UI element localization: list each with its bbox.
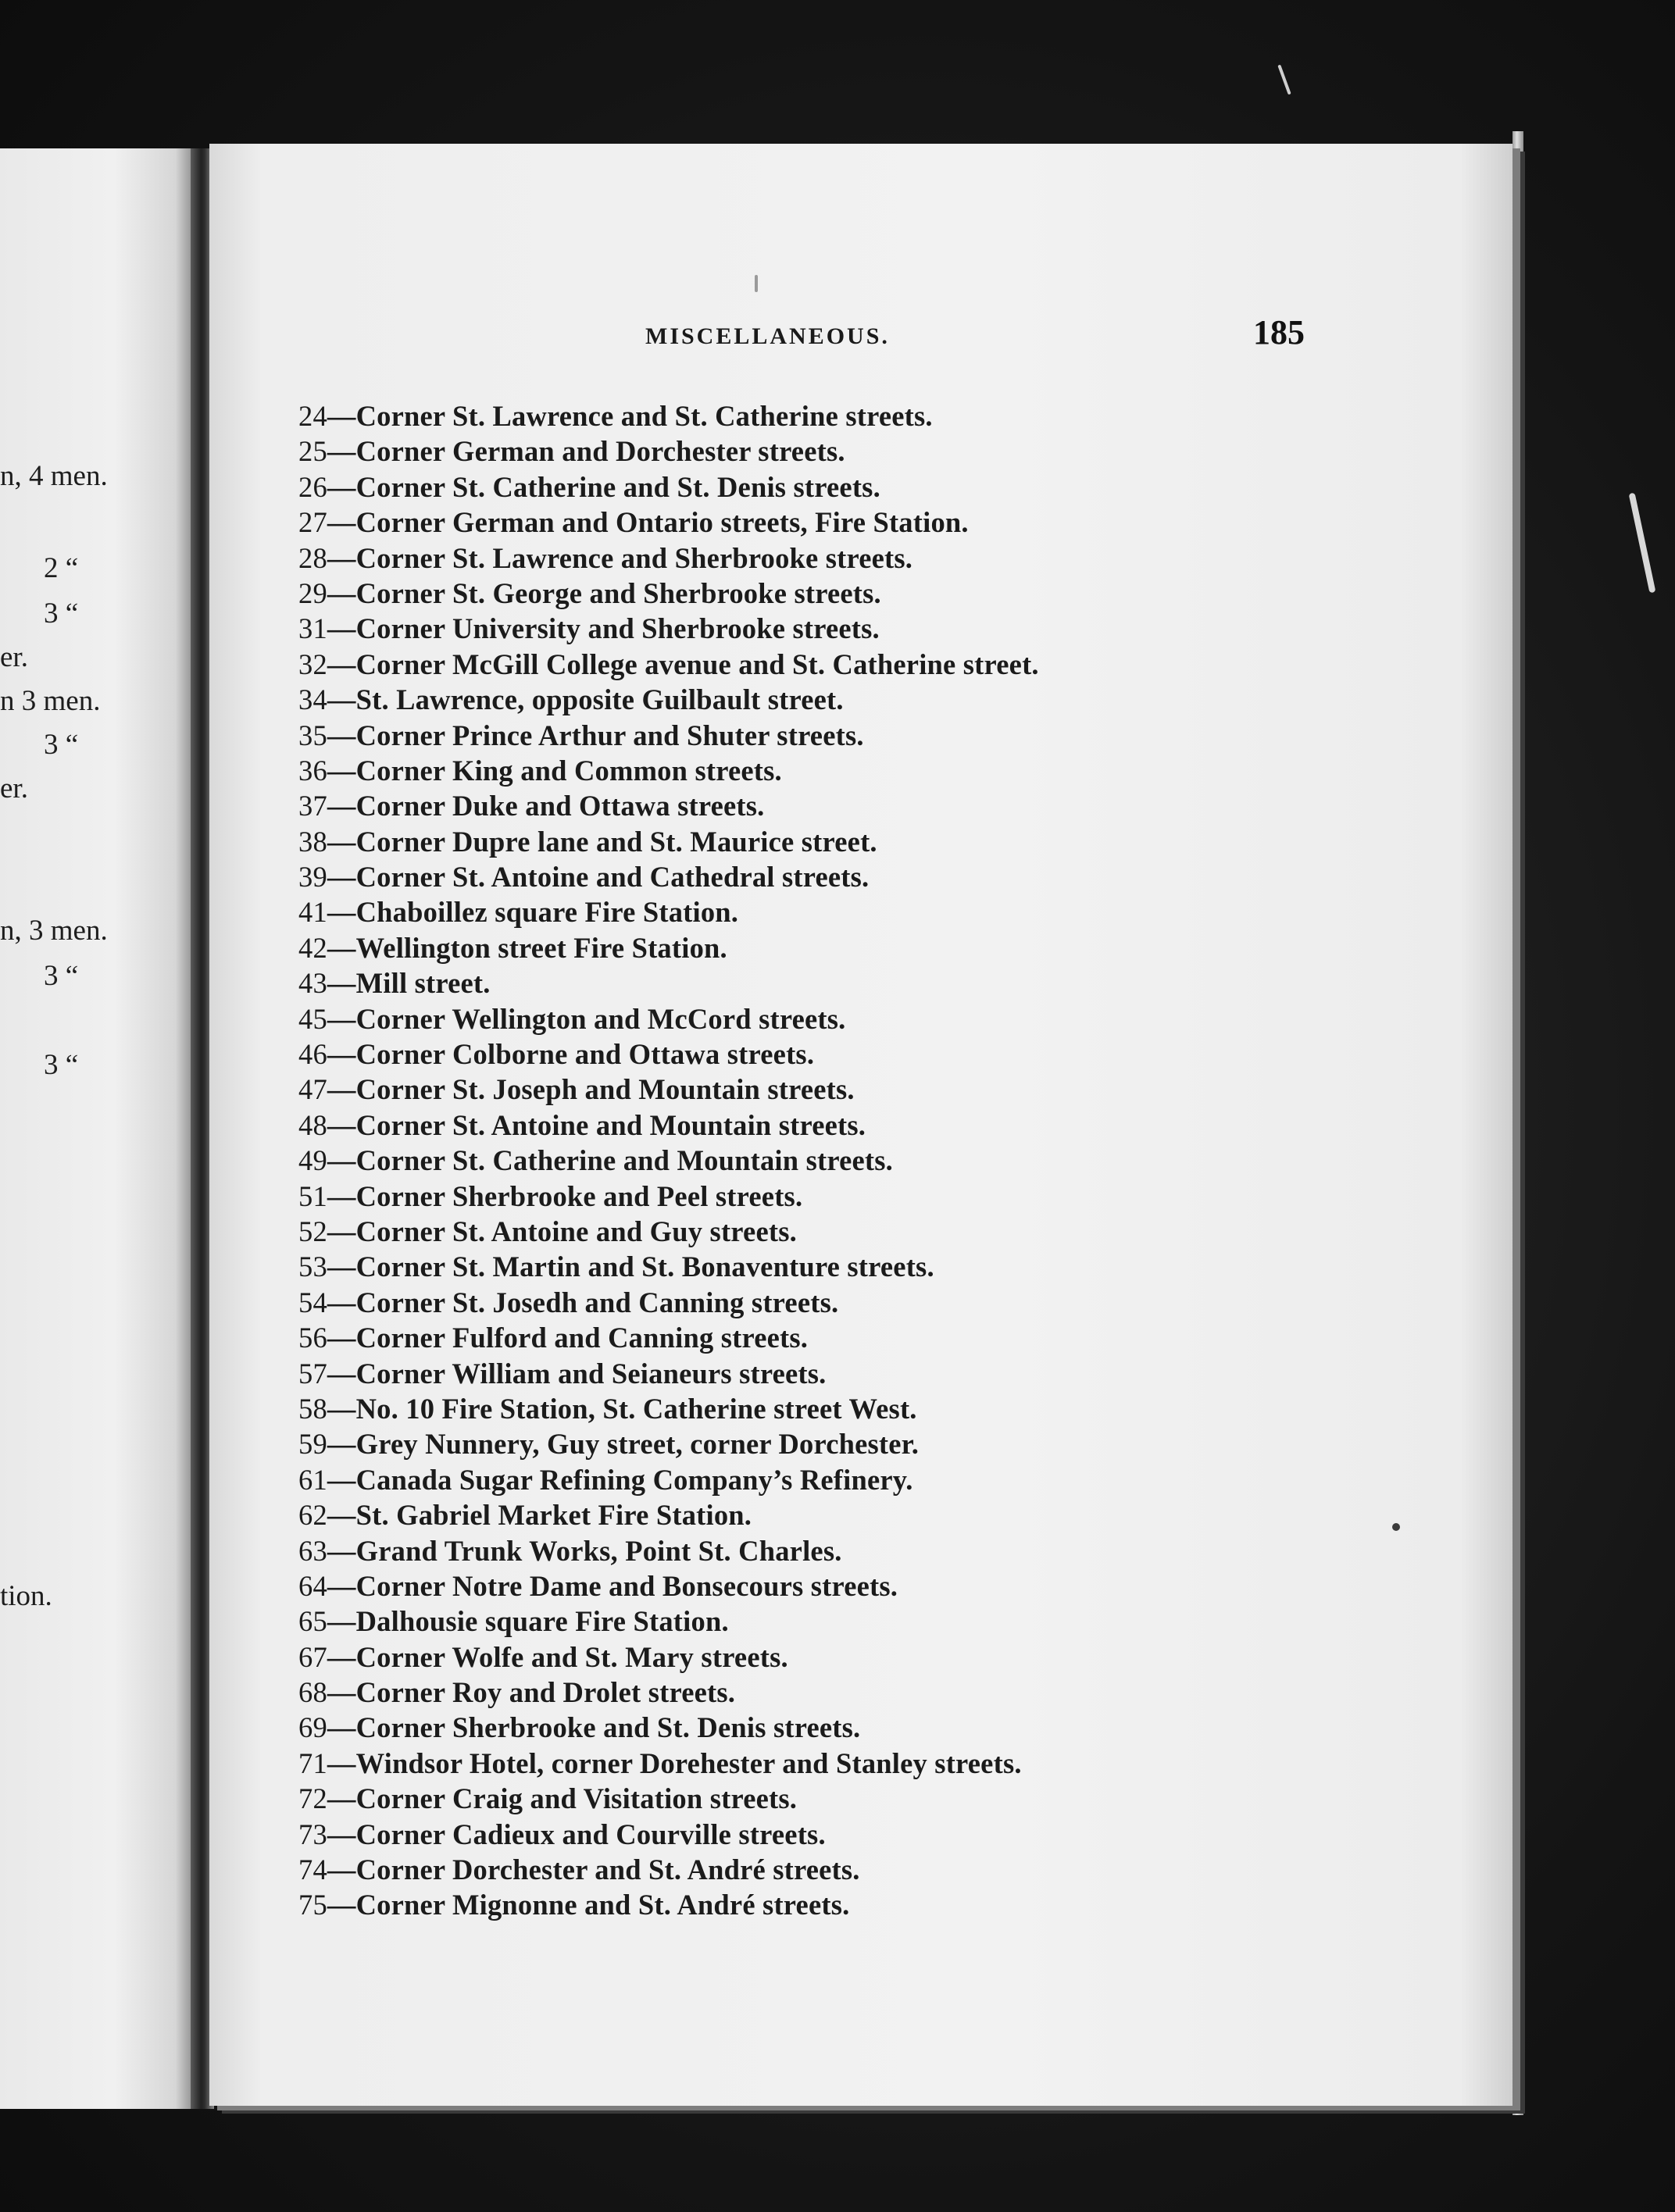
entry-dash: —	[327, 612, 356, 645]
entry-dash: —	[327, 1144, 356, 1177]
entry-text: No. 10 Fire Station, St. Catherine street West.	[355, 1392, 917, 1425]
entry-dash: —	[327, 1286, 356, 1318]
entry-number: 38	[298, 825, 327, 858]
list-item	[298, 1214, 1039, 1249]
entry-dash: —	[327, 1215, 356, 1247]
entry-number: 29	[298, 576, 327, 609]
entry-text: Corner German and Ontario streets, Fire Station.	[355, 506, 969, 539]
entry-dash: —	[327, 1499, 356, 1532]
entry-text: Grand Trunk Works, Point St. Charles.	[355, 1534, 842, 1567]
entry-text: Corner Duke and Ottawa streets.	[355, 790, 765, 822]
entry-dash: —	[327, 1605, 356, 1638]
left-page-line: tion.	[0, 1580, 52, 1612]
entry-dash: —	[327, 1392, 356, 1425]
entry-text: Grey Nunnery, Guy street, corner Dorchester.	[355, 1428, 920, 1461]
entry-number: 52	[298, 1215, 327, 1247]
entry-dash: —	[327, 683, 356, 716]
entry-text: Mill street.	[355, 967, 491, 1000]
entry-text: Corner Fulford and Canning streets.	[355, 1322, 809, 1354]
entry-dash: —	[327, 1322, 356, 1354]
left-page-line: 3 “	[44, 1049, 79, 1081]
entry-dash: —	[327, 896, 356, 929]
entry-number: 65	[298, 1605, 327, 1638]
list-item	[298, 1568, 1039, 1604]
entry-number: 72	[298, 1782, 327, 1815]
list-item	[298, 1285, 1039, 1320]
entry-number: 32	[298, 648, 327, 680]
scan-speck	[755, 275, 758, 292]
entry-number: 75	[298, 1889, 327, 1921]
entry-dash: —	[327, 1569, 356, 1602]
entry-dash: —	[327, 1640, 356, 1673]
list-item	[298, 930, 1039, 965]
list-item	[298, 1604, 1039, 1639]
entry-number: 59	[298, 1428, 327, 1461]
entry-number: 45	[298, 1002, 327, 1035]
page-edge	[1512, 131, 1523, 2115]
list-item	[298, 682, 1039, 717]
entry-text: Corner Cadieux and Courville streets.	[355, 1818, 826, 1850]
list-item	[298, 1887, 1039, 1922]
entry-number: 34	[298, 683, 327, 716]
entry-dash: —	[327, 1463, 356, 1496]
list-item	[298, 1426, 1039, 1461]
left-page-line: 3 “	[44, 960, 79, 992]
scan-speck	[1392, 1523, 1400, 1531]
entry-text: Corner Wellington and McCord streets.	[355, 1002, 846, 1035]
list-item	[298, 505, 1039, 540]
list-item	[298, 1497, 1039, 1532]
list-item	[298, 1675, 1039, 1710]
entry-number: 47	[298, 1073, 327, 1106]
list-item	[298, 965, 1039, 1001]
list-item	[298, 1852, 1039, 1887]
entry-number: 31	[298, 612, 327, 645]
entry-number: 62	[298, 1499, 327, 1532]
list-item	[298, 1249, 1039, 1284]
entry-number: 51	[298, 1179, 327, 1212]
entry-dash: —	[327, 400, 356, 432]
entry-number: 27	[298, 506, 327, 539]
entry-text: Corner Sherbrooke and St. Denis streets.	[355, 1711, 861, 1744]
entry-dash: —	[327, 435, 356, 468]
entry-dash: —	[327, 576, 356, 609]
entry-text: Corner St. Josedh and Canning streets.	[355, 1286, 839, 1318]
list-item	[298, 859, 1039, 894]
entry-text: Corner St. Catherine and Mountain streets.	[355, 1144, 893, 1177]
left-page-line: er.	[0, 772, 28, 805]
list-item	[298, 1710, 1039, 1745]
entry-number: 57	[298, 1357, 327, 1390]
entry-number: 63	[298, 1534, 327, 1567]
list-item	[298, 469, 1039, 505]
left-page-line: n, 3 men.	[0, 915, 108, 947]
entry-dash: —	[327, 861, 356, 894]
entry-dash: —	[327, 825, 356, 858]
entry-text: Corner Prince Arthur and Shuter streets.	[355, 719, 864, 751]
entry-text: Corner St. George and Sherbrooke streets.	[355, 576, 881, 609]
list-item	[298, 433, 1039, 469]
entry-dash: —	[327, 1002, 356, 1035]
entry-text: Wellington street Fire Station.	[355, 931, 727, 964]
entry-dash: —	[327, 1179, 356, 1212]
entry-number: 64	[298, 1569, 327, 1602]
entry-dash: —	[327, 719, 356, 751]
list-item	[298, 398, 1039, 433]
entry-text: Corner Colborne and Ottawa streets.	[355, 1038, 815, 1071]
entry-text: Windsor Hotel, corner Dorehester and Stanley streets.	[355, 1746, 1022, 1779]
left-page-line: 2 “	[44, 552, 79, 584]
entry-number: 24	[298, 400, 327, 432]
entry-number: 25	[298, 435, 327, 468]
entry-dash: —	[327, 754, 356, 787]
entry-dash: —	[327, 1534, 356, 1567]
list-item	[298, 753, 1039, 788]
list-item	[298, 1533, 1039, 1568]
left-page-line: n 3 men.	[0, 685, 101, 717]
entry-number: 49	[298, 1144, 327, 1177]
entry-number: 42	[298, 931, 327, 964]
entry-number: 43	[298, 967, 327, 1000]
list-item	[298, 1320, 1039, 1355]
entry-number: 71	[298, 1746, 327, 1779]
entry-text: Corner Sherbrooke and Peel streets.	[355, 1179, 803, 1212]
entry-number: 56	[298, 1322, 327, 1354]
entry-text: Corner William and Seianeurs streets.	[355, 1357, 827, 1390]
entry-text: Canada Sugar Refining Company’s Refinery.	[355, 1463, 913, 1496]
entry-number: 39	[298, 861, 327, 894]
list-item	[298, 1179, 1039, 1214]
list-item	[298, 1036, 1039, 1072]
entry-number: 41	[298, 896, 327, 929]
entry-number: 67	[298, 1640, 327, 1673]
entry-text: Corner St. Joseph and Mountain streets.	[355, 1073, 855, 1106]
entry-text: Corner St. Lawrence and St. Catherine streets.	[355, 400, 933, 432]
list-item	[298, 1143, 1039, 1178]
entry-number: 35	[298, 719, 327, 751]
entry-text: Corner McGill College avenue and St. Catherine street.	[355, 648, 1039, 680]
entry-dash: —	[327, 1746, 356, 1779]
entry-dash: —	[327, 1428, 356, 1461]
entry-dash: —	[327, 1676, 356, 1709]
entry-number: 58	[298, 1392, 327, 1425]
entry-text: Corner German and Dorchester streets.	[355, 435, 845, 468]
entry-text: Corner Wolfe and St. Mary streets.	[355, 1640, 788, 1673]
entry-number: 54	[298, 1286, 327, 1318]
entry-number: 26	[298, 470, 327, 503]
list-item	[298, 1001, 1039, 1036]
list-item	[298, 611, 1039, 646]
left-page-line: 3 “	[44, 729, 79, 761]
entry-text: Corner Craig and Visitation streets.	[355, 1782, 798, 1815]
entry-dash: —	[327, 1853, 356, 1886]
entry-number: 69	[298, 1711, 327, 1744]
entry-dash: —	[327, 470, 356, 503]
entry-text: Corner St. Lawrence and Sherbrooke streets.	[355, 541, 913, 574]
entry-number: 68	[298, 1676, 327, 1709]
list-item	[298, 1356, 1039, 1391]
left-page-line: 3 “	[44, 598, 79, 630]
entry-text: Corner Dupre lane and St. Maurice street.	[355, 825, 877, 858]
page-number: 185	[1253, 313, 1305, 351]
entry-dash: —	[327, 1038, 356, 1071]
entry-text: Corner St. Antoine and Cathedral streets.	[355, 861, 870, 894]
entry-dash: —	[327, 1250, 356, 1283]
list-item	[298, 541, 1039, 576]
entry-number: 46	[298, 1038, 327, 1071]
entry-dash: —	[327, 1073, 356, 1106]
entry-number: 73	[298, 1818, 327, 1850]
entry-text: Corner St. Catherine and St. Denis streets.	[355, 470, 880, 503]
entry-text: Corner Notre Dame and Bonsecours streets.	[355, 1569, 898, 1602]
list-item	[298, 1781, 1039, 1816]
list-item	[298, 718, 1039, 753]
entry-text: Dalhousie square Fire Station.	[355, 1605, 729, 1638]
list-item	[298, 1108, 1039, 1143]
left-page	[0, 148, 194, 2109]
list-item	[298, 647, 1039, 682]
entry-text: Corner St. Martin and St. Bonaventure streets.	[355, 1250, 934, 1283]
entry-text: Corner University and Sherbrooke streets.	[355, 612, 880, 645]
list-item	[298, 1817, 1039, 1852]
entry-number: 48	[298, 1108, 327, 1141]
entry-dash: —	[327, 931, 356, 964]
entry-number: 53	[298, 1250, 327, 1283]
entry-number: 61	[298, 1463, 327, 1496]
entry-dash: —	[327, 1818, 356, 1850]
entry-text: Corner Dorchester and St. André streets.	[355, 1853, 860, 1886]
entry-dash: —	[327, 506, 356, 539]
list-item	[298, 576, 1039, 611]
entry-dash: —	[327, 967, 356, 1000]
list-item	[298, 1391, 1039, 1426]
running-head: MISCELLANEOUS.	[645, 323, 890, 349]
entry-dash: —	[327, 790, 356, 822]
entry-text: St. Gabriel Market Fire Station.	[355, 1499, 752, 1532]
entry-number: 37	[298, 790, 327, 822]
left-page-line: n, 4 men.	[0, 460, 108, 492]
list-item	[298, 1462, 1039, 1497]
entry-dash: —	[327, 1357, 356, 1390]
entry-dash: —	[327, 541, 356, 574]
list-item	[298, 894, 1039, 929]
left-page-line: er.	[0, 641, 28, 673]
list-item	[298, 788, 1039, 823]
entry-text: Corner St. Antoine and Guy streets.	[355, 1215, 797, 1247]
entry-text: St. Lawrence, opposite Guilbault street.	[355, 683, 844, 716]
list-item	[298, 1639, 1039, 1675]
entry-dash: —	[327, 1782, 356, 1815]
entry-text: Chaboillez square Fire Station.	[355, 896, 739, 929]
entry-text: Corner King and Common streets.	[355, 754, 782, 787]
entry-dash: —	[327, 1108, 356, 1141]
entry-dash: —	[327, 1889, 356, 1921]
entry-dash: —	[327, 1711, 356, 1744]
list-item	[298, 1746, 1039, 1781]
entry-dash: —	[327, 648, 356, 680]
entry-number: 74	[298, 1853, 327, 1886]
list-item	[298, 824, 1039, 859]
entry-number: 28	[298, 541, 327, 574]
fire-alarm-box-list	[298, 398, 1039, 1923]
entry-number: 36	[298, 754, 327, 787]
entry-text: Corner Mignonne and St. André streets.	[355, 1889, 850, 1921]
entry-text: Corner Roy and Drolet streets.	[355, 1676, 736, 1709]
list-item	[298, 1072, 1039, 1107]
entry-text: Corner St. Antoine and Mountain streets.	[355, 1108, 866, 1141]
